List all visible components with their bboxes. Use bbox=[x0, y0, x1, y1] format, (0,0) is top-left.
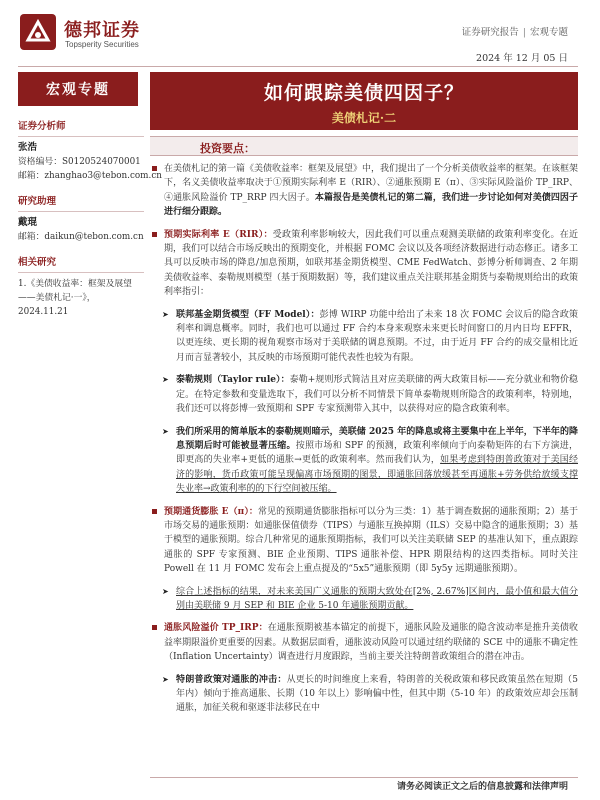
risk-premium-label: 通胀风险溢价 TP_IRP： bbox=[164, 623, 268, 634]
page-subtitle: 美债札记·二 bbox=[331, 111, 397, 125]
header-divider bbox=[18, 66, 578, 67]
taylor-implication-underline: 如果考虑到特朗普政策对于美国经济的影响，货币政策可能呈现偏离市场预期的图景，即通胀回落放缓甚至再通胀+劳务供给放缓支撑失业率→政策利率的的下行空间被压缩。 bbox=[176, 455, 578, 495]
sub-trump-policy bbox=[150, 673, 578, 716]
real-rate-text: 受政策利率影响较大，因此我们可以重点观测美联储的政策利率变化。在近期，我们可以结合市场反映出的预期变化，并根据 FOMC 会议以及各项经济数据进行动态修正。诸多工具可以反映市场的降息/加息预期，如联邦基金期货模型、CME FedWatch、彭博分析师调查、2 年期美债收益率、泰勒规则模型（基于预期数据）等，我们建议重点关注联邦基金期货与泰勒规则给出的政策利率指引： bbox=[164, 229, 578, 298]
taylor-implication-bold: 我们所采用的简单版本的泰勒规则暗示，美联储 2025 年的降息或将主要集中在上半年，下半年的降息预期后时可能被显著压缩。 bbox=[176, 426, 578, 451]
related-report-link[interactable]: 1.《美债收益率：框架及展望——美债札记·一》，2024.11.21 bbox=[18, 279, 132, 317]
paragraph-framework bbox=[150, 162, 578, 220]
inflation-expectation-text: 常见的预期通货膨胀指标可以分为三类：1）基于调查数据的通胀预期；2）基于市场交易的通胀预期：如通胀保值债券（TIPS）与通胀互换掉期（ILS）交易中隐含的通胀预期；3）基于模型的通胀预期。综合几种常见的通胀预期指标，我们可以关注美联储 SEP 的基准认知下，重点跟踪通胀的 SPF 专家预测、BIE 企业预期、TIPS 通胀补偿、HPR 期限结构的这四类指标。同时关注 Powell 在 11 月 FOMC 发布会上重点提及的“5x5”通胀预期（即 5y5y 远期通胀预期）。 bbox=[164, 506, 578, 575]
inflation-expectation-label: 预期通货膨胀 E（π）： bbox=[164, 506, 258, 517]
trump-policy-label: 特朗普政策对通胀的冲击： bbox=[176, 674, 287, 685]
sub-inflation-range bbox=[150, 585, 578, 614]
paragraph-real-rate bbox=[150, 228, 578, 300]
analyst-cert: 资格编号：S0120524070001 bbox=[18, 157, 141, 167]
inflation-range-text: 综合上述指标的结果，对未来美国广义通胀的预期大致处在[2%, 2.67%]区间内，最小值和最大值分别由美联储 9 月 SEP 和 BIE 企业 5-10 年通胀预期贡献。 bbox=[176, 586, 578, 611]
sub-taylor-rule bbox=[150, 373, 578, 416]
brand-name-en: Topsperity Securities bbox=[65, 40, 139, 49]
related-section bbox=[18, 256, 144, 319]
framework-text: 在美债札记的第一篇《美债收益率：框架及展望》中，我们提出了一个分析美债收益率的框架。在该框架下，名义美债收益率取决于①预期实际利率 E（RIR）、②通胀预期 E（π）、③实际风险溢价 TP_IRP、④通胀风险溢价 TP_RRP 四大因子。 bbox=[164, 164, 578, 203]
sub-taylor-implication bbox=[150, 425, 578, 497]
taylor-rule-text: 泰勒+规则形式简洁且对应美联储的两大政策目标——充分就业和物价稳定。在特定参数和变量选取下，我们可以分析不同情景下简单泰勒规则所隐含的政策利率，特别地，我们还可以将彭博一致预期和 SPF 专家预测带入其中，以获得对应的隐含政策利率。 bbox=[176, 375, 578, 415]
assistant-section bbox=[18, 195, 144, 244]
side-category-title: 宏观专题 bbox=[18, 72, 138, 106]
paragraph-inflation-expectation bbox=[150, 505, 578, 577]
analyst-email[interactable]: 邮箱：zhanghao3@tebon.com.cn bbox=[18, 171, 162, 181]
company-logo bbox=[18, 12, 188, 52]
separator: | bbox=[522, 27, 526, 38]
real-rate-label: 预期实际利率 E（RIR）： bbox=[164, 229, 273, 240]
sub-ff-model bbox=[150, 308, 578, 366]
assistant-heading: 研究助理 bbox=[18, 195, 144, 212]
framework-emphasis: 本篇报告是美债札记的第二篇，我们进一步讨论如何对美债四因子进行细分跟踪。 bbox=[164, 192, 578, 218]
sidebar bbox=[18, 120, 162, 331]
risk-premium-text: 在通胀预期被基本锚定的前提下，通胀风险及通胀的隐含波动率是推升美债收益率期限溢价更重要的因素。从数据层面看，通胀波动风险可以通过纽约联储的 SCE 中的通胀不确定性（Inflation Uncertainty）调查进行月度跟踪，当前主要关注特朗普政策组合的潜在冲击。 bbox=[164, 623, 578, 663]
report-category: 宏观专题 bbox=[529, 27, 568, 38]
page-title: 如何跟踪美债四因子？ bbox=[263, 82, 464, 104]
report-meta bbox=[462, 24, 568, 38]
report-date: 2024 年 12 月 05 日 bbox=[476, 53, 568, 64]
assistant-email[interactable]: 邮箱：daikun@tebon.com.cn bbox=[18, 232, 144, 242]
main-content bbox=[150, 162, 578, 772]
ff-model-label: 联邦基金期货模型（FF Model）： bbox=[176, 309, 320, 320]
analyst-heading: 证券分析师 bbox=[18, 120, 144, 137]
brand-mark-icon bbox=[18, 12, 58, 52]
footer-divider bbox=[150, 777, 578, 778]
analyst-name: 张浩 bbox=[18, 142, 38, 153]
trump-policy-text: 从更长的时间维度上来看，特朗普的关税政策和移民政策虽然在短期（5 年内）倾向于推高通胀、长期（10 年以上）影响偏中性，但其中期（5-10 年）的政策效应却会压制通胀，加征关税和驱逐非法移民在中 bbox=[176, 674, 578, 714]
report-type: 证券研究报告 bbox=[461, 27, 519, 38]
taylor-implication-text: 按照市场和 SPF 的预测，政策利率倾向于向泰勒矩阵的右下方演进，即更高的失业率+更低的通胀→更低的政策利率。然而我们认为， bbox=[176, 440, 578, 466]
title-banner bbox=[150, 72, 578, 130]
brand-name-cn: 德邦证券 bbox=[64, 20, 140, 41]
ff-model-text: 彭博 WIRP 功能中给出了未来 18 次 FOMC 会议后的隐含政策利率和调息概率。同时，我们也可以通过 FF 合约本身来观察未来更长时间窗口的月内日均 EFFR，以更连续、更长期的视角观察市场对于美联储的调息预期。不过，由于近月 FF 合约的成交量相比近月而言显著较小，其反映的市场预期可能代表性也较为有限。 bbox=[176, 309, 578, 363]
footer-disclaimer: 请务必阅读正文之后的信息披露和法律声明 bbox=[396, 782, 568, 792]
analyst-section bbox=[18, 120, 162, 183]
taylor-rule-label: 泰勒规则（Taylor rule）： bbox=[176, 375, 290, 386]
assistant-name: 戴琨 bbox=[18, 217, 38, 228]
related-heading: 相关研究 bbox=[18, 256, 144, 273]
paragraph-inflation-risk-premium bbox=[150, 621, 578, 664]
keypoints-header bbox=[150, 136, 578, 156]
keypoints-title: 投资要点： bbox=[200, 142, 255, 155]
